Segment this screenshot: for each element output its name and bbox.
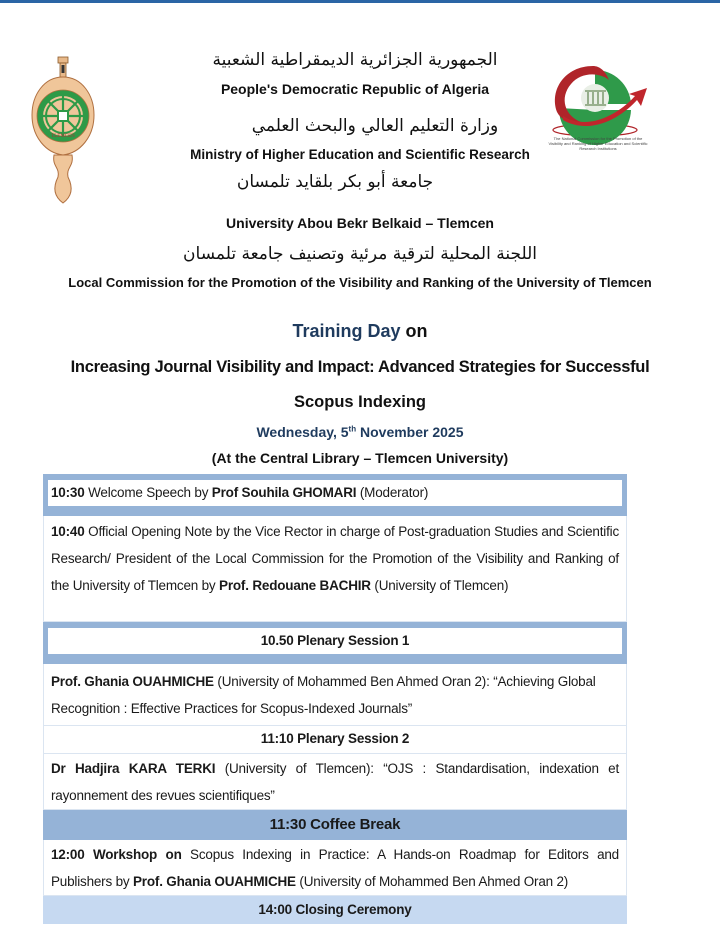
workshop-lead: 12:00 Workshop on (51, 847, 182, 862)
event-type-heading (40, 321, 680, 342)
program-row-workshop (43, 840, 627, 896)
republic-arabic: الجمهورية الجزائرية الديمقراطية الشعبية (212, 50, 498, 70)
program-row-talk-1 (43, 664, 627, 726)
top-border-line (0, 0, 720, 3)
event-title-line-1: Increasing Journal Visibility and Impact: Advanced Strategies for Successful (70, 358, 650, 376)
welcome-text: Welcome Speech by (84, 485, 212, 500)
workshop-affiliation: (University of Mohammed Ben Ahmed Oran 2) (295, 874, 569, 889)
svg-text:TLEMCEN: TLEMCEN (51, 134, 75, 139)
university-english: University Abou Bekr Belkaid – Tlemcen (226, 215, 494, 231)
commission-arabic: اللجنة المحلية لترقية مرئية وتصنيف جامعة تلمسان (183, 244, 537, 264)
national-commission-logo-caption: The National Commission for the Promotion of the Visibility and Ranking of Higher Education and Scientific Research Institutions (548, 136, 648, 151)
welcome-speaker: Prof Souhila GHOMARI (211, 485, 357, 500)
republic-english: People's Democratic Republic of Algeria (220, 81, 490, 97)
talk-2-speaker: Dr Hadjira KARA TERKI (51, 761, 216, 776)
workshop-text: Scopus Indexing in Practice: A Hands-on Roadmap for Editors and Publishers by (51, 847, 619, 889)
ministry-arabic: وزارة التعليم العالي والبحث العلمي (251, 116, 499, 136)
national-commission-logo-icon (545, 58, 655, 178)
event-place: (At the Central Library – Tlemcen University) (211, 450, 509, 466)
date-prefix: Wednesday, 5 (256, 424, 349, 440)
program-row-closing: 14:00 Closing Ceremony (43, 896, 627, 924)
welcome-role: (Moderator) (356, 485, 429, 500)
training-day-label: Training Day (292, 321, 401, 341)
program-table (43, 474, 627, 924)
program-row-opening (43, 516, 627, 622)
opening-speaker: Prof. Redouane BACHIR (219, 578, 371, 593)
session-2-label: 11:10 Plenary Session 2 (260, 731, 410, 746)
talk-2-text: (University of Tlemcen): “OJS : Standardisation, indexation et rayonnement des revues scientifiques” (51, 761, 619, 803)
session-1-label: 10.50 Plenary Session 1 (260, 633, 410, 648)
on-label: on (400, 321, 428, 341)
university-arabic: جامعة أبو بكر بلقايد تلمسان (236, 172, 434, 192)
program-row-session-2 (43, 726, 627, 754)
opening-time: 10:40 (51, 524, 85, 539)
workshop-speaker: Prof. Ghania OUAHMICHE (133, 874, 296, 889)
date-ordinal: th (348, 424, 357, 434)
university-tlemcen-logo-icon (30, 55, 96, 205)
ministry-english: Ministry of Higher Education and Scientific Research (190, 147, 530, 162)
event-title-line-2: Scopus Indexing (293, 393, 427, 411)
welcome-time: 10:30 (51, 485, 85, 500)
commission-english: Local Commission for the Promotion of the Visibility and Ranking of the University of Tlemcen (68, 275, 652, 290)
opening-affiliation: (University of Tlemcen) (370, 578, 509, 593)
talk-1-text: (University of Mohammed Ben Ahmed Oran 2): “Achieving Global Recognition : Effective Practices for Scopus-Indexed Journals” (51, 674, 596, 716)
program-row-talk-2 (43, 754, 627, 810)
event-date (40, 424, 680, 440)
program-row-session-1 (43, 622, 627, 664)
program-row-welcome (43, 474, 627, 516)
opening-text: Official Opening Note by the Vice Rector in charge of Post-graduation Studies and Scientific Research/ President of the Local Commission for the Promotion of the Visibility and Ranking of the University of Tlemcen by (51, 524, 619, 593)
program-row-coffee-break: 11:30 Coffee Break (43, 810, 627, 840)
date-suffix: November 2025 (356, 424, 464, 440)
talk-1-speaker: Prof. Ghania OUAHMICHE (51, 674, 214, 689)
